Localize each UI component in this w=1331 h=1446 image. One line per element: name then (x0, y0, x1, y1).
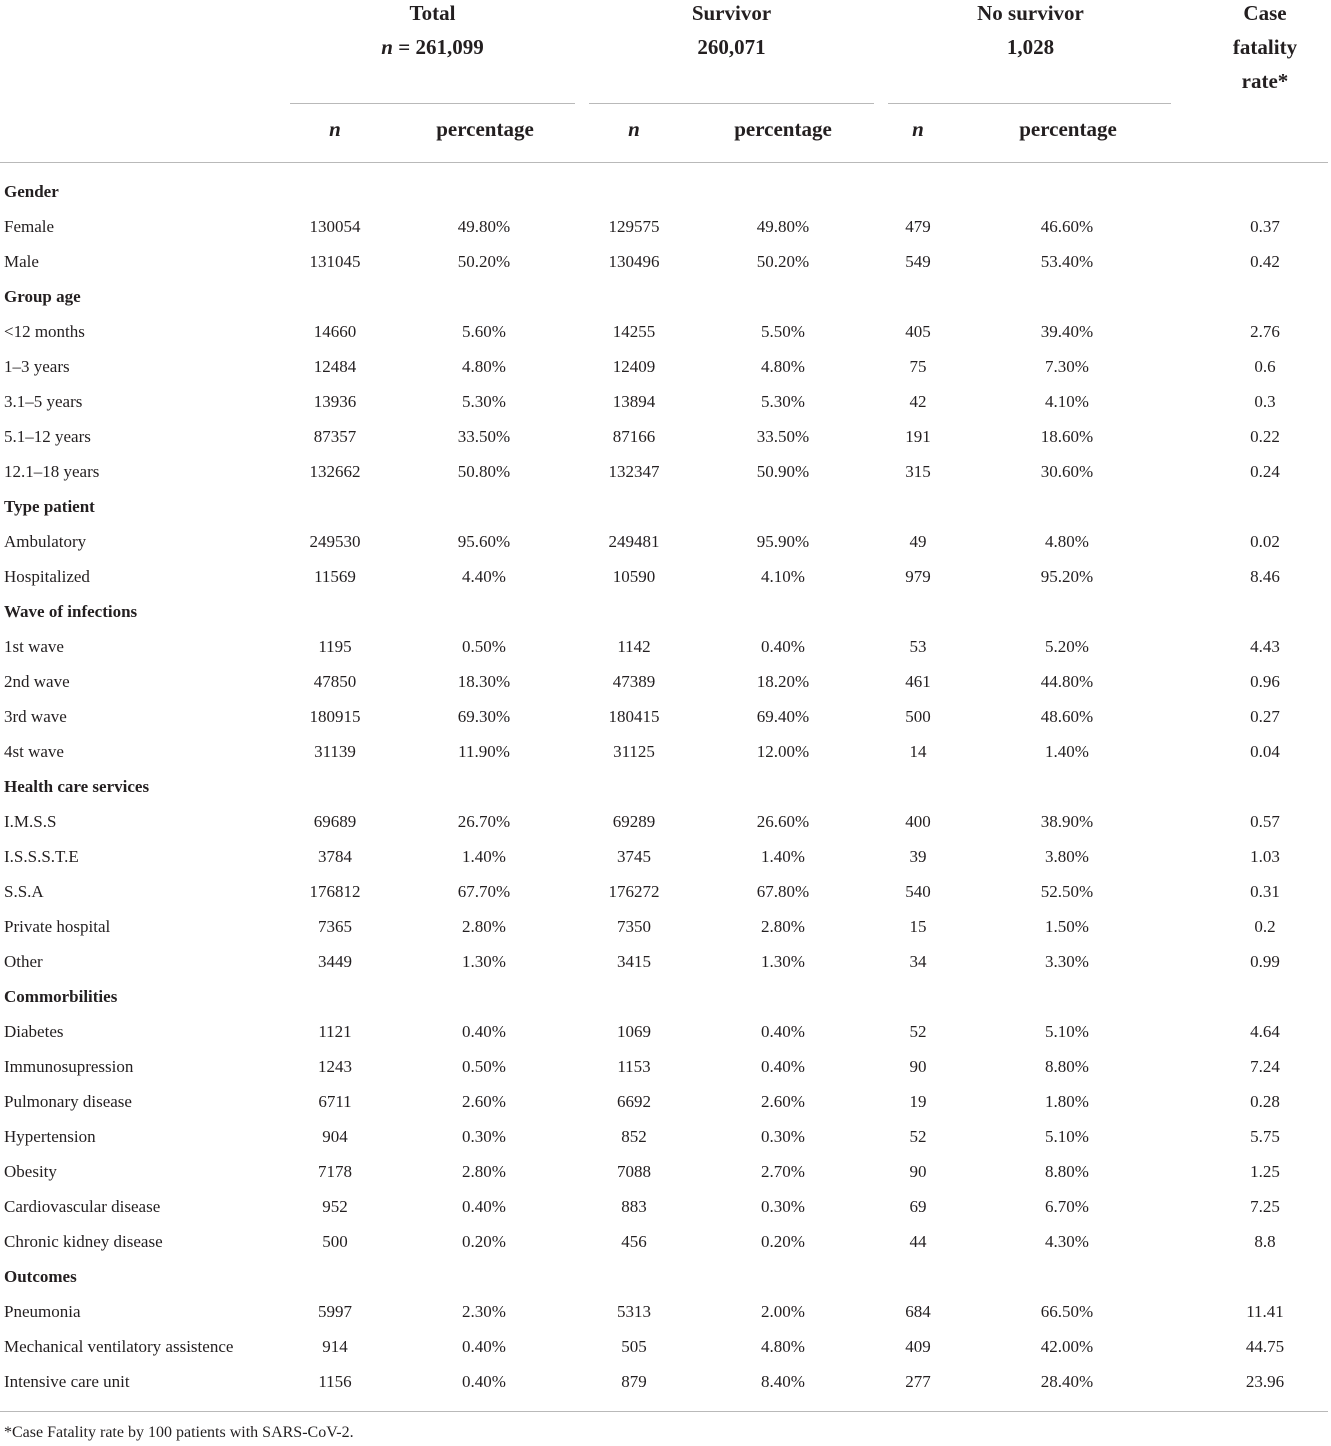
table-cell: 6.70% (1045, 1197, 1089, 1216)
table-cell: 1.40% (1045, 742, 1089, 761)
header-survivor-n: 260,071 (697, 35, 766, 59)
table-cell: 69689 (313, 812, 357, 831)
table-cell: 315 (905, 462, 931, 481)
table-cell: 90 (909, 1162, 927, 1181)
table-cell: 1.30% (761, 952, 805, 971)
row-label: Other (4, 952, 43, 971)
table-cell: 48.60% (1040, 707, 1094, 726)
table-cell: 0.99 (1250, 952, 1280, 971)
table-cell: 0.30% (462, 1127, 506, 1146)
table-cell: 132662 (309, 462, 361, 481)
table-cell: 1.80% (1045, 1092, 1089, 1111)
table-row (0, 1224, 1331, 1259)
row-label: Chronic kidney disease (4, 1232, 163, 1251)
table-cell: 69.40% (756, 707, 810, 726)
header-total-title: Total (409, 1, 456, 25)
table-cell: 6692 (617, 1092, 651, 1111)
table-cell: 11.90% (458, 742, 510, 761)
table-cell: 5313 (617, 1302, 651, 1321)
section-label: Gender (4, 182, 59, 201)
table-cell: 479 (905, 217, 931, 236)
table-cell: 1243 (318, 1057, 352, 1076)
table-row (0, 699, 1331, 734)
header-survivor (589, 0, 874, 64)
table-cell: 5.30% (462, 392, 506, 411)
table-row (0, 1014, 1331, 1049)
row-label: Pneumonia (4, 1302, 81, 1321)
table-cell: 14660 (313, 322, 357, 341)
table-cell: 131045 (309, 252, 361, 271)
table-cell: 249530 (309, 532, 361, 551)
table-cell: 904 (322, 1127, 348, 1146)
table-cell: 5.50% (761, 322, 805, 341)
table-cell: 176812 (309, 882, 361, 901)
table-cell: 49.80% (457, 217, 511, 236)
table-cell: 130054 (309, 217, 361, 236)
table-cell: 4.30% (1045, 1232, 1089, 1251)
table-cell: 42 (909, 392, 927, 411)
table-cell: 4.64 (1250, 1022, 1280, 1041)
table-cell: 0.40% (761, 1022, 805, 1041)
table-cell: 4.10% (761, 567, 805, 586)
table-cell: 0.37 (1250, 217, 1280, 236)
table-cell: 44 (909, 1232, 927, 1251)
subhead-survivor-n: n (628, 117, 640, 141)
subhead-survivor-percentage: percentage (734, 117, 832, 141)
table-cell: 1.03 (1250, 847, 1280, 866)
table-cell: 7.24 (1250, 1057, 1280, 1076)
table-cell: 684 (905, 1302, 931, 1321)
table-cell: 42.00% (1040, 1337, 1094, 1356)
subhead-no-survivor-n: n (912, 117, 924, 141)
table-cell: 2.00% (761, 1302, 805, 1321)
table-cell: 0.40% (462, 1337, 506, 1356)
table-cell: 2.30% (462, 1302, 506, 1321)
row-label: <12 months (4, 322, 85, 341)
table-cell: 132347 (608, 462, 660, 481)
table-cell: 53.40% (1040, 252, 1094, 271)
table-cell: 13936 (313, 392, 357, 411)
table-cell: 11.41 (1246, 1302, 1284, 1321)
table-cell: 26.70% (457, 812, 511, 831)
table-cell: 176272 (608, 882, 660, 901)
section-row (0, 769, 1331, 804)
row-label: 4st wave (4, 742, 64, 761)
row-label: 3rd wave (4, 707, 67, 726)
table-cell: 8.46 (1250, 567, 1280, 586)
section-label: Wave of infections (4, 602, 138, 621)
table-cell: 0.20% (761, 1232, 805, 1251)
table-cell: 979 (905, 567, 931, 586)
table-cell: 31125 (613, 742, 655, 761)
table-cell: 0.04 (1250, 742, 1280, 761)
header-no-survivor-rule (888, 103, 1171, 104)
table-cell: 0.6 (1254, 357, 1276, 376)
table-row (0, 1119, 1331, 1154)
table-row (0, 209, 1331, 244)
table-cell: 1.25 (1250, 1162, 1280, 1181)
table-cell: 461 (905, 672, 931, 691)
header-no-survivor-title: No survivor (977, 1, 1084, 25)
row-label: Immunosupression (4, 1057, 134, 1076)
table-cell: 33.50% (756, 427, 810, 446)
table-cell: 95.90% (756, 532, 810, 551)
table-row (0, 944, 1331, 979)
table-cell: 0.24 (1250, 462, 1280, 481)
table-cell: 39.40% (1040, 322, 1094, 341)
table-row (0, 804, 1331, 839)
table-row (0, 314, 1331, 349)
table-cell: 1142 (617, 637, 651, 656)
section-row (0, 279, 1331, 314)
table-cell: 0.30% (761, 1127, 805, 1146)
table-row (0, 1329, 1331, 1364)
table-cell: 0.31 (1250, 882, 1280, 901)
table-cell: 87166 (612, 427, 656, 446)
table-cell: 12409 (612, 357, 656, 376)
table-cell: 53 (909, 637, 927, 656)
row-label: Male (4, 252, 39, 271)
table-cell: 2.70% (761, 1162, 805, 1181)
table-cell: 18.30% (457, 672, 511, 691)
table-cell: 914 (322, 1337, 348, 1356)
subhead-total-n: n (329, 117, 341, 141)
section-label: Commorbilities (4, 987, 118, 1006)
row-label: Mechanical ventilatory assistence (4, 1337, 234, 1356)
table-cell: 44.75 (1245, 1337, 1285, 1356)
table-cell: 540 (905, 882, 931, 901)
table-cell: 23.96 (1245, 1372, 1285, 1391)
table-cell: 3784 (318, 847, 352, 866)
table-cell: 277 (905, 1372, 931, 1391)
section-label: Health care services (4, 777, 150, 796)
table-cell: 5.10% (1045, 1127, 1089, 1146)
table-cell: 67.80% (756, 882, 810, 901)
table-cell: 31139 (314, 742, 356, 761)
table-cell: 0.40% (761, 637, 805, 656)
row-label: Diabetes (4, 1022, 64, 1041)
table-row (0, 419, 1331, 454)
table-cell: 49 (909, 532, 927, 551)
table-cell: 2.60% (761, 1092, 805, 1111)
table-cell: 8.8 (1254, 1232, 1276, 1251)
table-cell: 1.40% (761, 847, 805, 866)
header-no-survivor (888, 0, 1173, 64)
header-bottom-rule (0, 162, 1328, 163)
table-cell: 0.22 (1250, 427, 1280, 446)
row-label: Female (4, 217, 55, 236)
row-label: Ambulatory (4, 532, 87, 551)
row-label: S.S.A (4, 882, 44, 901)
table-cell: 2.76 (1250, 322, 1280, 341)
table-cell: 4.80% (761, 1337, 805, 1356)
header-case-fatality-rate: Case fatality rate* (1232, 1, 1298, 93)
table-cell: 549 (905, 252, 931, 271)
table-cell: 30.60% (1040, 462, 1094, 481)
header-total-n: n = 261,099 (381, 35, 484, 59)
row-label: 1–3 years (4, 357, 70, 376)
table-cell: 409 (905, 1337, 931, 1356)
table-cell: 4.40% (462, 567, 506, 586)
table-row (0, 1189, 1331, 1224)
table-cell: 75 (909, 357, 927, 376)
table-cell: 46.60% (1040, 217, 1094, 236)
table-cell: 5.30% (761, 392, 805, 411)
table-cell: 12484 (313, 357, 357, 376)
table-cell: 400 (905, 812, 931, 831)
table-cell: 33.50% (457, 427, 511, 446)
table-cell: 505 (621, 1337, 647, 1356)
table-row (0, 839, 1331, 874)
section-row (0, 1259, 1331, 1294)
table-cell: 52 (909, 1127, 927, 1146)
table-cell: 1156 (318, 1372, 352, 1391)
table-cell: 0.40% (462, 1372, 506, 1391)
table-cell: 50.20% (457, 252, 511, 271)
table-cell: 1.30% (462, 952, 506, 971)
table-row (0, 734, 1331, 769)
row-label: I.S.S.S.T.E (4, 847, 79, 866)
subhead-total-percentage: percentage (436, 117, 534, 141)
subhead-no-survivor-percentage: percentage (1019, 117, 1117, 141)
table-cell: 18.60% (1040, 427, 1094, 446)
table-cell: 852 (621, 1127, 647, 1146)
table-cell: 500 (322, 1232, 348, 1251)
section-label: Outcomes (4, 1267, 77, 1286)
table-row (0, 909, 1331, 944)
table-cell: 883 (621, 1197, 647, 1216)
table-cell: 0.20% (462, 1232, 506, 1251)
table-row (0, 664, 1331, 699)
table-cell: 69289 (612, 812, 656, 831)
table-row (0, 874, 1331, 909)
table-cell: 130496 (608, 252, 660, 271)
table-cell: 6711 (318, 1092, 352, 1111)
row-label: Obesity (4, 1162, 57, 1181)
table-cell: 129575 (608, 217, 660, 236)
table-cell: 8.80% (1045, 1162, 1089, 1181)
table-cell: 47850 (313, 672, 357, 691)
table-cell: 7088 (617, 1162, 651, 1181)
table-row (0, 244, 1331, 279)
table-cell: 5.10% (1045, 1022, 1089, 1041)
table-cell: 95.20% (1040, 567, 1094, 586)
table-cell: 7365 (318, 917, 352, 936)
table-row (0, 454, 1331, 489)
table-cell: 3.30% (1045, 952, 1089, 971)
table-cell: 0.30% (761, 1197, 805, 1216)
table-cell: 7.30% (1045, 357, 1089, 376)
row-label: Private hospital (4, 917, 111, 936)
table-row (0, 524, 1331, 559)
table-row (0, 559, 1331, 594)
table-cell: 249481 (608, 532, 660, 551)
table-cell: 10590 (612, 567, 656, 586)
table-row (0, 384, 1331, 419)
table-cell: 2.80% (761, 917, 805, 936)
table-row (0, 1294, 1331, 1329)
table-cell: 0.3 (1254, 392, 1276, 411)
table-cell: 191 (905, 427, 931, 446)
table-cell: 2.80% (462, 1162, 506, 1181)
table-cell: 34 (909, 952, 927, 971)
table-cell: 405 (905, 322, 931, 341)
table-cell: 0.42 (1250, 252, 1280, 271)
section-label: Type patient (4, 497, 95, 516)
section-row (0, 489, 1331, 524)
table-cell: 4.43 (1250, 637, 1280, 656)
section-row (0, 979, 1331, 1014)
table-cell: 0.40% (761, 1057, 805, 1076)
table-row (0, 1084, 1331, 1119)
table-cell: 5.75 (1250, 1127, 1280, 1146)
table-cell: 4.80% (1045, 532, 1089, 551)
table-cell: 28.40% (1040, 1372, 1094, 1391)
table-row (0, 1154, 1331, 1189)
table-cell: 1195 (318, 637, 352, 656)
table-cell: 1.40% (462, 847, 506, 866)
table-cell: 0.2 (1254, 917, 1276, 936)
table-cell: 0.50% (462, 1057, 506, 1076)
table-cell: 3.80% (1045, 847, 1089, 866)
table-cell: 0.27 (1250, 707, 1280, 726)
table-cell: 7.25 (1250, 1197, 1280, 1216)
table-cell: 5997 (318, 1302, 352, 1321)
table-cell: 0.28 (1250, 1092, 1280, 1111)
table-row (0, 629, 1331, 664)
table-cell: 3415 (617, 952, 651, 971)
table-row (0, 1049, 1331, 1084)
table-cell: 2.60% (462, 1092, 506, 1111)
row-label: Cardiovascular disease (4, 1197, 161, 1216)
row-label: Intensive care unit (4, 1372, 130, 1391)
table-cell: 69 (909, 1197, 927, 1216)
table-cell: 95.60% (457, 532, 511, 551)
table-cell: 14 (909, 742, 927, 761)
header-total (290, 0, 575, 64)
table-cell: 50.20% (756, 252, 810, 271)
section-row (0, 594, 1331, 629)
row-label: Pulmonary disease (4, 1092, 132, 1111)
table-cell: 0.96 (1250, 672, 1280, 691)
table-cell: 87357 (313, 427, 357, 446)
table-cell: 1153 (617, 1057, 651, 1076)
table-cell: 49.80% (756, 217, 810, 236)
table-cell: 1121 (318, 1022, 352, 1041)
table-cell: 26.60% (756, 812, 810, 831)
footnote: *Case Fatality rate by 100 patients with SARS-CoV-2. (4, 1424, 354, 1441)
table-cell: 456 (621, 1232, 647, 1251)
table-cell: 66.50% (1040, 1302, 1094, 1321)
table-cell: 4.10% (1045, 392, 1089, 411)
table-cell: 38.90% (1040, 812, 1094, 831)
table-cell: 180415 (608, 707, 660, 726)
table-cell: 0.57 (1250, 812, 1280, 831)
row-label: Hypertension (4, 1127, 96, 1146)
section-row (0, 174, 1331, 209)
table-cell: 0.02 (1250, 532, 1280, 551)
table-cell: 2.80% (462, 917, 506, 936)
header-survivor-title: Survivor (691, 1, 772, 25)
table-cell: 52 (909, 1022, 927, 1041)
row-label: 3.1–5 years (4, 392, 83, 411)
table-cell: 39 (909, 847, 927, 866)
table-bottom-rule (0, 1411, 1328, 1412)
section-label: Group age (4, 287, 81, 306)
table-cell: 3449 (318, 952, 352, 971)
row-label: 5.1–12 years (4, 427, 91, 446)
header-survivor-rule (589, 103, 874, 104)
table-cell: 19 (909, 1092, 927, 1111)
table-cell: 90 (909, 1057, 927, 1076)
table-cell: 180915 (309, 707, 361, 726)
table-cell: 5.20% (1045, 637, 1089, 656)
table-cell: 4.80% (761, 357, 805, 376)
row-label: I.M.S.S (4, 812, 57, 831)
table-cell: 8.40% (761, 1372, 805, 1391)
table-cell: 952 (322, 1197, 348, 1216)
table-row (0, 1364, 1331, 1399)
table-cell: 7178 (318, 1162, 352, 1181)
table-cell: 44.80% (1040, 672, 1094, 691)
table-cell: 11569 (314, 567, 356, 586)
row-label: Hospitalized (4, 567, 90, 586)
table-cell: 7350 (617, 917, 651, 936)
header-no-survivor-n: 1,028 (1006, 35, 1055, 59)
table-cell: 500 (905, 707, 931, 726)
table-cell: 52.50% (1040, 882, 1094, 901)
table-cell: 69.30% (457, 707, 511, 726)
row-label: 2nd wave (4, 672, 70, 691)
table-cell: 13894 (612, 392, 656, 411)
table-cell: 8.80% (1045, 1057, 1089, 1076)
table-cell: 15 (909, 917, 927, 936)
table-cell: 50.90% (756, 462, 810, 481)
table-cell: 67.70% (457, 882, 511, 901)
table-cell: 1.50% (1045, 917, 1089, 936)
row-label: 12.1–18 years (4, 462, 100, 481)
table-cell: 879 (621, 1372, 647, 1391)
table-cell: 47389 (612, 672, 656, 691)
table-cell: 3745 (617, 847, 651, 866)
table-cell: 1069 (617, 1022, 651, 1041)
table-cell: 4.80% (462, 357, 506, 376)
table-cell: 12.00% (756, 742, 810, 761)
table-cell: 5.60% (462, 322, 506, 341)
table-row (0, 349, 1331, 384)
table-cell: 0.50% (462, 637, 506, 656)
table-cell: 18.20% (756, 672, 810, 691)
table-cell: 50.80% (457, 462, 511, 481)
row-label: 1st wave (4, 637, 64, 656)
table-cell: 0.40% (462, 1022, 506, 1041)
table-cell: 14255 (612, 322, 656, 341)
table-cell: 0.40% (462, 1197, 506, 1216)
header-total-rule (290, 103, 575, 104)
